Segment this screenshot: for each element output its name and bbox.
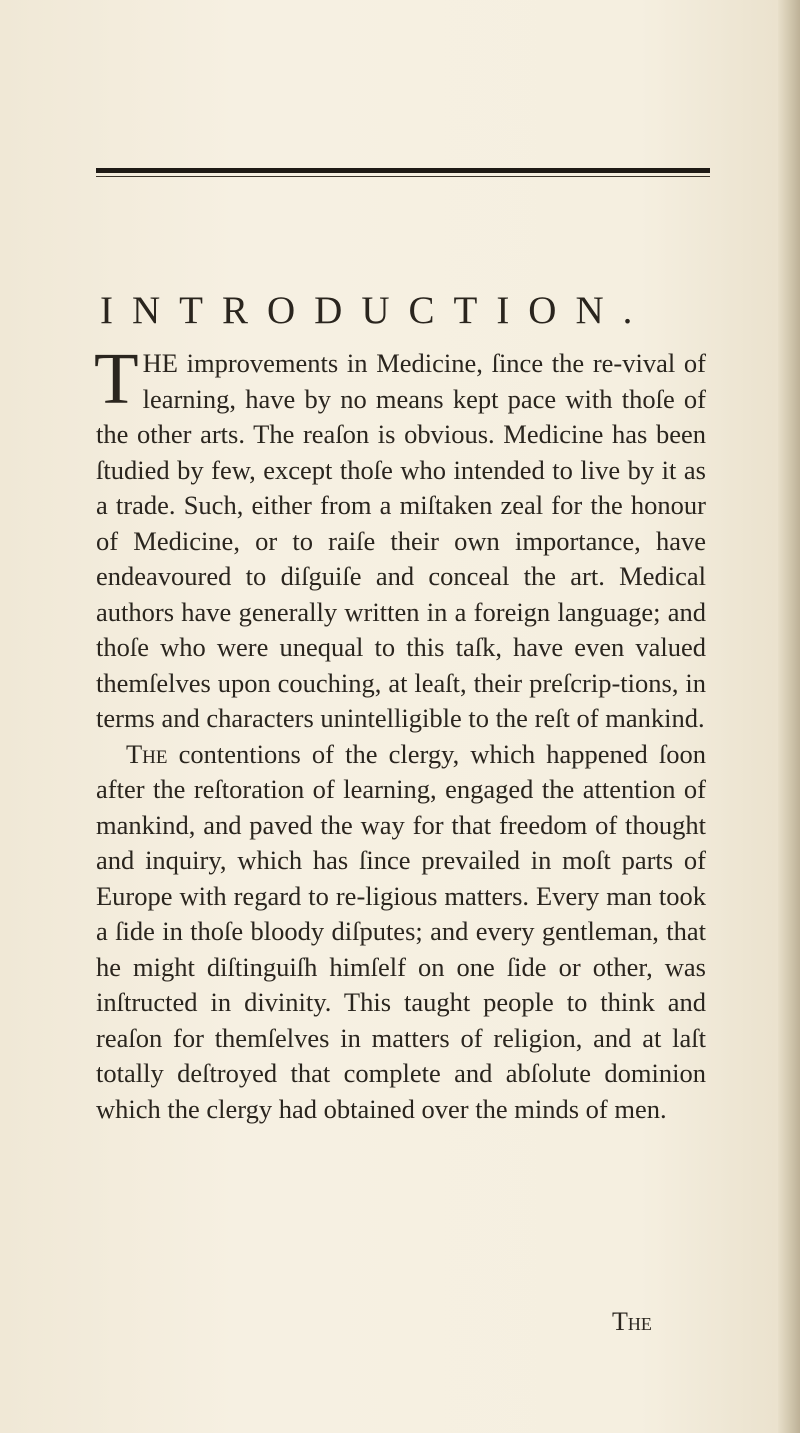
header-rule-thin [96, 176, 710, 177]
paragraph-2 [96, 737, 706, 1128]
catchword: The [612, 1307, 652, 1336]
paragraph-2-text: contentions of the clergy, which happened ſoon after the reſtoration of learning, engaged the attention of mankind, and paved the way for that freedom of thought and inquiry, which has ſince prevailed in moſt parts of Europe with regard to re-ligious matters. Every man took a ſide in thoſe bloody diſputes; and every gentleman, that he might diſtinguiſh himſelf on one ſide or other, was inſtructed in divinity. This taught people to think and reaſon for themſelves in matters of religion, and at laſt totally deſtroyed that complete and abſolute dominion which the clergy had obtained over the minds of men. [96, 738, 706, 1124]
header-rule-thick [96, 168, 710, 173]
paragraph-2-lead: The [126, 738, 168, 769]
paragraph-1-caps: HE [142, 348, 178, 378]
paragraph-1 [94, 338, 706, 737]
page-gutter [778, 0, 800, 1433]
drop-cap: T [94, 338, 139, 419]
chapter-heading: INTRODUCTION. [100, 289, 652, 332]
body-text [94, 338, 706, 1127]
paragraph-1-text: improvements in Medicine, ſince the re-vival of learning, have by no means kept pace with thoſe of the other arts. The reaſon is obvious. Medicine has been ſtudied by few, except thoſe who intended to live by it as a trade. Such, either from a miſtaken zeal for the honour of Medicine, or to raiſe their own importance, have endeavoured to diſguiſe and conceal the art. Medical authors have generally written in a foreign language; and thoſe who were unequal to this taſk, have even valued themſelves upon couching, at leaſt, their preſcrip-tions, in terms and characters unintelligible to the reſt of mankind. [96, 348, 706, 733]
